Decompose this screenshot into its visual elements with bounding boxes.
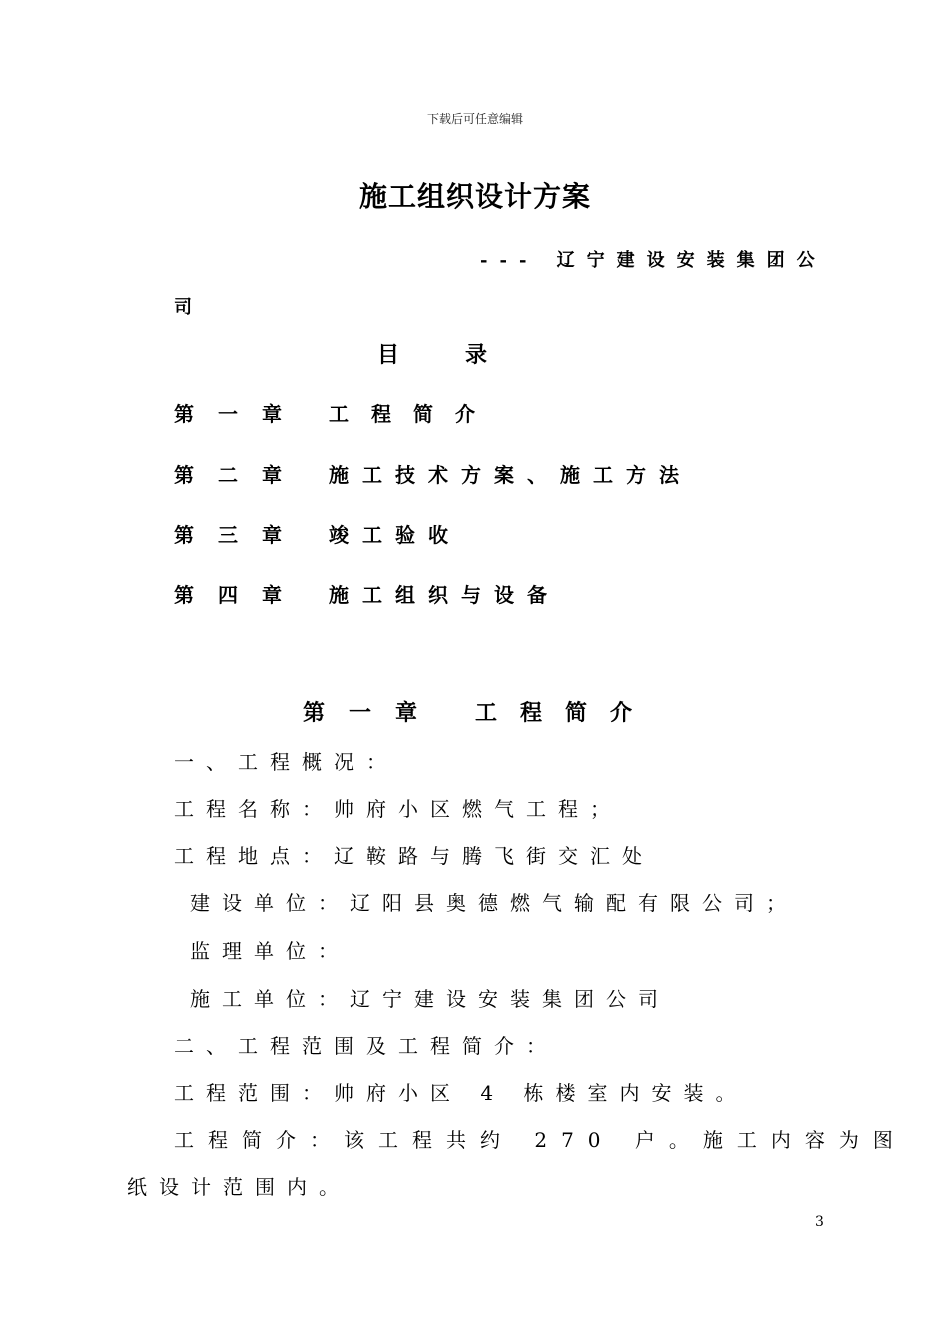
toc-item <box>174 579 560 608</box>
body-line: 工程简介：该工程共约 270 户。施工内容为图 <box>174 1128 907 1152</box>
company-line-tail: 司 <box>174 297 192 318</box>
toc-chapter-number: 第三章 <box>174 523 306 547</box>
section-chapter-number: 第一章 <box>303 700 442 726</box>
toc-heading: 目录 <box>377 342 554 368</box>
section-title <box>303 696 655 727</box>
body-line: 建设单位：辽阳县奥德燃气输配有限公司； <box>190 891 798 915</box>
body-line: 工程范围：帅府小区 4 栋楼室内安装。 <box>174 1081 748 1105</box>
toc-chapter-label: 施工组织与设备 <box>329 583 560 607</box>
page-number: 3 <box>815 1214 824 1230</box>
body-line: 工程名称：帅府小区燃气工程； <box>174 797 622 821</box>
body-line: 监理单位： <box>190 939 350 963</box>
toc-item <box>174 519 461 548</box>
body-line: 施工单位：辽宁建设安装集团公司 <box>190 987 670 1011</box>
company-line: --- 辽宁建设安装集团公 <box>480 250 827 271</box>
toc-chapter-label: 施工技术方案、施工方法 <box>329 463 692 487</box>
body-line: 纸设计范围内。 <box>127 1175 351 1199</box>
toc-item <box>174 398 497 427</box>
body-line: 工程地点：辽鞍路与腾飞街交汇处 <box>174 844 654 868</box>
toc-chapter-number: 第二章 <box>174 463 306 487</box>
body-line: 一、工程概况： <box>174 750 398 774</box>
document-title: 施工组织设计方案 <box>358 180 591 213</box>
body-line: 二、工程范围及工程简介： <box>174 1034 558 1058</box>
section-chapter-label: 工程简介 <box>475 700 656 726</box>
toc-chapter-number: 第一章 <box>174 402 306 426</box>
toc-chapter-number: 第四章 <box>174 583 306 607</box>
toc-chapter-label: 竣工验收 <box>329 523 461 547</box>
header-note: 下载后可任意编辑 <box>426 112 523 126</box>
toc-item <box>174 459 692 488</box>
toc-chapter-label: 工程简介 <box>329 402 497 426</box>
